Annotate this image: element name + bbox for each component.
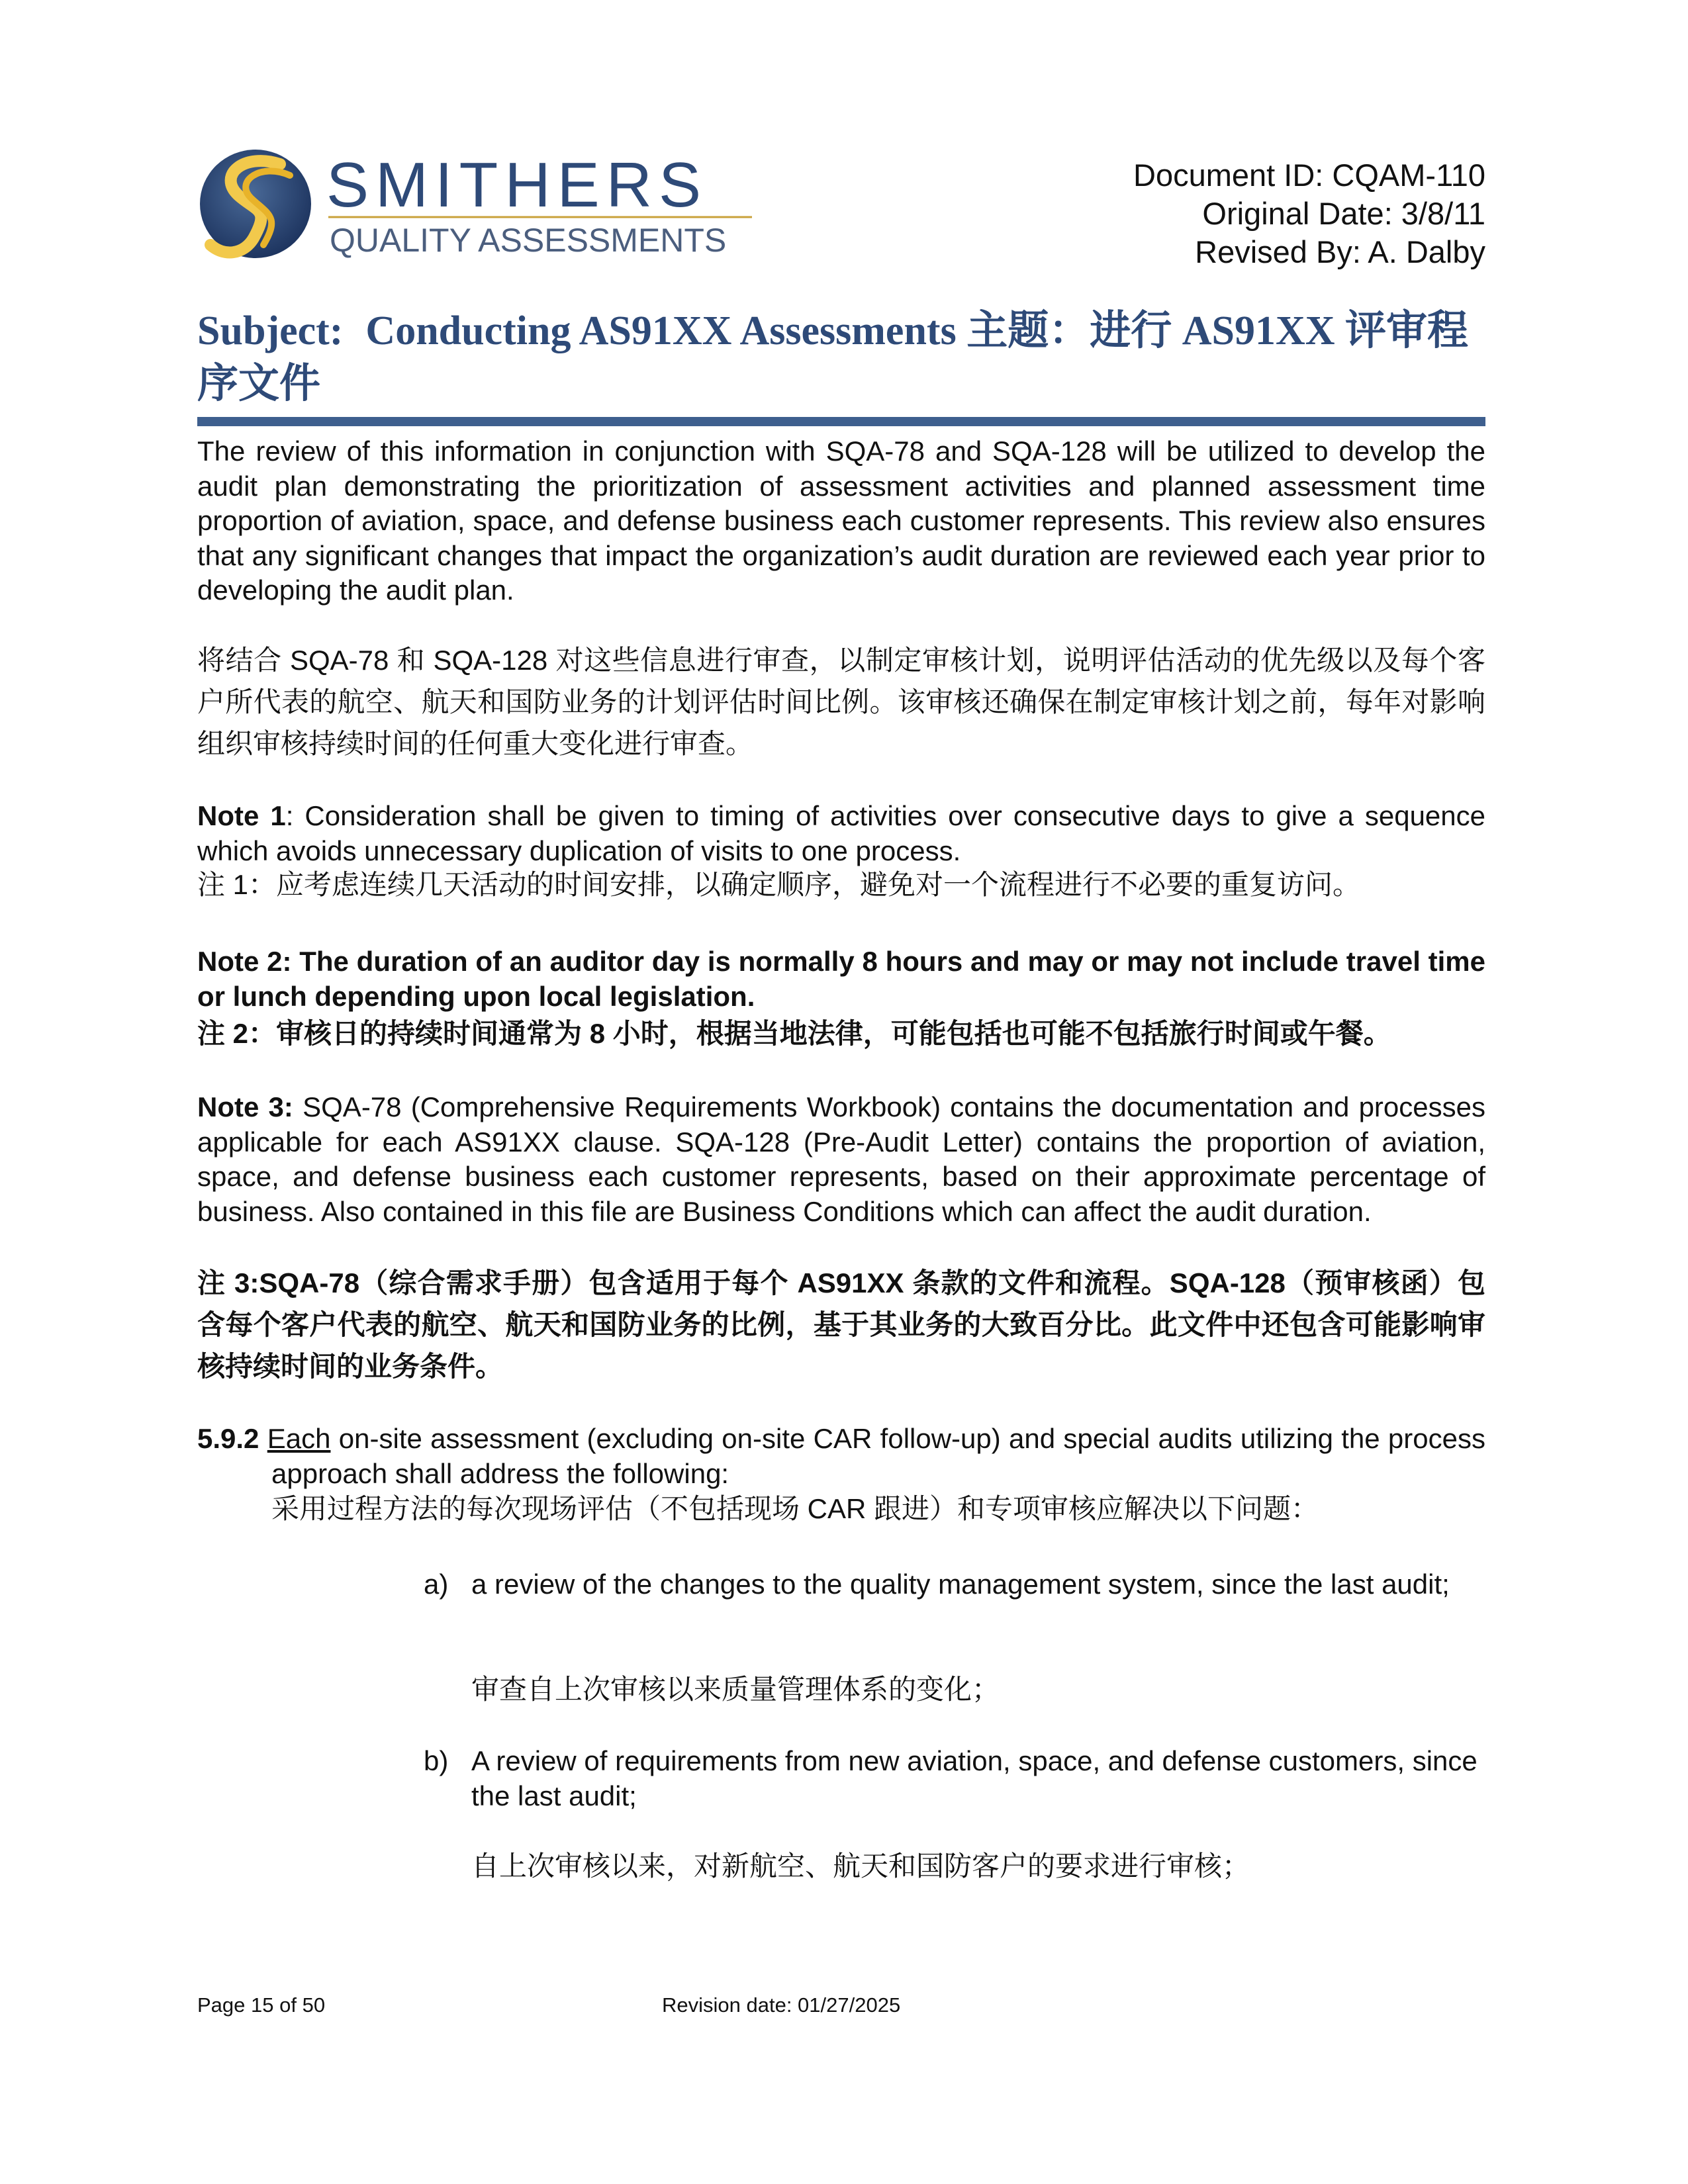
original-date: Original Date: 3/8/11 [1202,196,1485,231]
list-item-b-cn: 自上次审核以来，对新航空、航天和国防客户的要求进行审核； [471,1850,1250,1882]
section-5-9-2-cn: 采用过程方法的每次现场评估（不包括现场 CAR 跟进）和专项审核应解决以下问题： [271,1493,1319,1524]
note-3-cn: 注 3:SQA-78（综合需求手册）包含适用于每个 AS91XX 条款的文件和流程。SQA-128（预审核函）包含每个客户代表的航空、航天和国防业务的比例，基于其业务的大致百分比。此文件中还包含可能影响审核持续时间的业务条件。 [197,1267,1485,1382]
smithers-logo [197,146,753,265]
note-3-text: SQA-78 (Comprehensive Requirements Workbook) contains the documentation and processes applicable for each AS91XX clause. SQA-128 (Pre-Audit Letter) contains the proportion of aviation, space, and defense business each customer represents, based on their approximate percentage of business. Also contained in this file are Business Conditions which can affect the audit duration. [197,1091,1485,1227]
note-1 [197,799,1485,868]
logo-tagline: QUALITY ASSESSMENTS [330,222,727,259]
note-1-text: : Consideration shall be given to timing of activities over consecutive days to give a sequence which avoids unnecessary duplication of visits to one process. [197,800,1486,866]
revised-by: Revised By: A. Dalby [1195,234,1485,269]
heading-divider [197,417,1485,426]
document-info [982,156,1485,271]
list-item-b-marker: b) [424,1745,449,1776]
list-item-a-marker: a) [424,1569,449,1600]
list-item-b-text: A review of requirements from new aviation, space, and defense customers, since the last audit; [471,1745,1477,1811]
footer-page-number: Page 15 of 50 [197,1993,326,2017]
smithers-logo-mark [197,146,753,265]
list-item-a [424,1567,1485,1602]
list-item-a-text: a review of the changes to the quality management system, since the last audit; [471,1569,1450,1600]
section-5-9-2 [197,1422,1485,1491]
section-each: Each [267,1423,331,1454]
footer-revision-date: Revision date: 01/27/2025 [662,1993,901,2017]
note-3-label: Note 3: [197,1091,293,1122]
intro-paragraph-en: The review of this information in conjunction with SQA-78 and SQA-128 will be utilized to develop the audit plan demonstrating the prioritization of assessment activities and planned assessment time proportion of aviation, space, and defense business each customer represents. This review also ensures that any significant changes that impact the organization’s audit duration are reviewed each year prior to developing the audit plan. [197,435,1485,606]
intro-paragraph-cn: 将结合 SQA-78 和 SQA-128 对这些信息进行审查，以制定审核计划，说明评估活动的优先级以及每个客户所代表的航空、航天和国防业务的计划评估时间比例。该审核还确保在制定审核计划之前，每年对影响组织审核持续时间的任何重大变化进行审查。 [197,645,1485,759]
note-1-cn: 注 1：应考虑连续几天活动的时间安排，以确定顺序，避免对一个流程进行不必要的重复访问。 [197,869,1361,900]
note-3 [197,1090,1485,1229]
logo-name: SMITHERS [326,150,708,220]
note-2: Note 2: The duration of an auditor day is normally 8 hours and may or may not include travel time or lunch depending upon local legislation. [197,946,1485,1012]
section-number: 5.9.2 [197,1423,259,1454]
note-1-label: Note 1 [197,800,286,831]
section-text: on-site assessment (excluding on-site CAR follow-up) and special audits utilizing the process approach shall address the following: [271,1423,1485,1489]
subject-label: Subject: [197,308,344,353]
document-id: Document ID: CQAM-110 [1133,158,1485,193]
list-item-b [424,1744,1485,1813]
subject-heading [197,304,1495,410]
subject-text: Conducting AS91XX Assessments 主题：进行 AS91XX 评审程序文件 [197,308,1469,406]
note-2-cn: 注 2：审核日的持续时间通常为 8 小时，根据当地法律，可能包括也可能不包括旅行时间或午餐。 [197,1018,1391,1049]
list-item-a-cn: 审查自上次审核以来质量管理体系的变化； [471,1674,1000,1705]
